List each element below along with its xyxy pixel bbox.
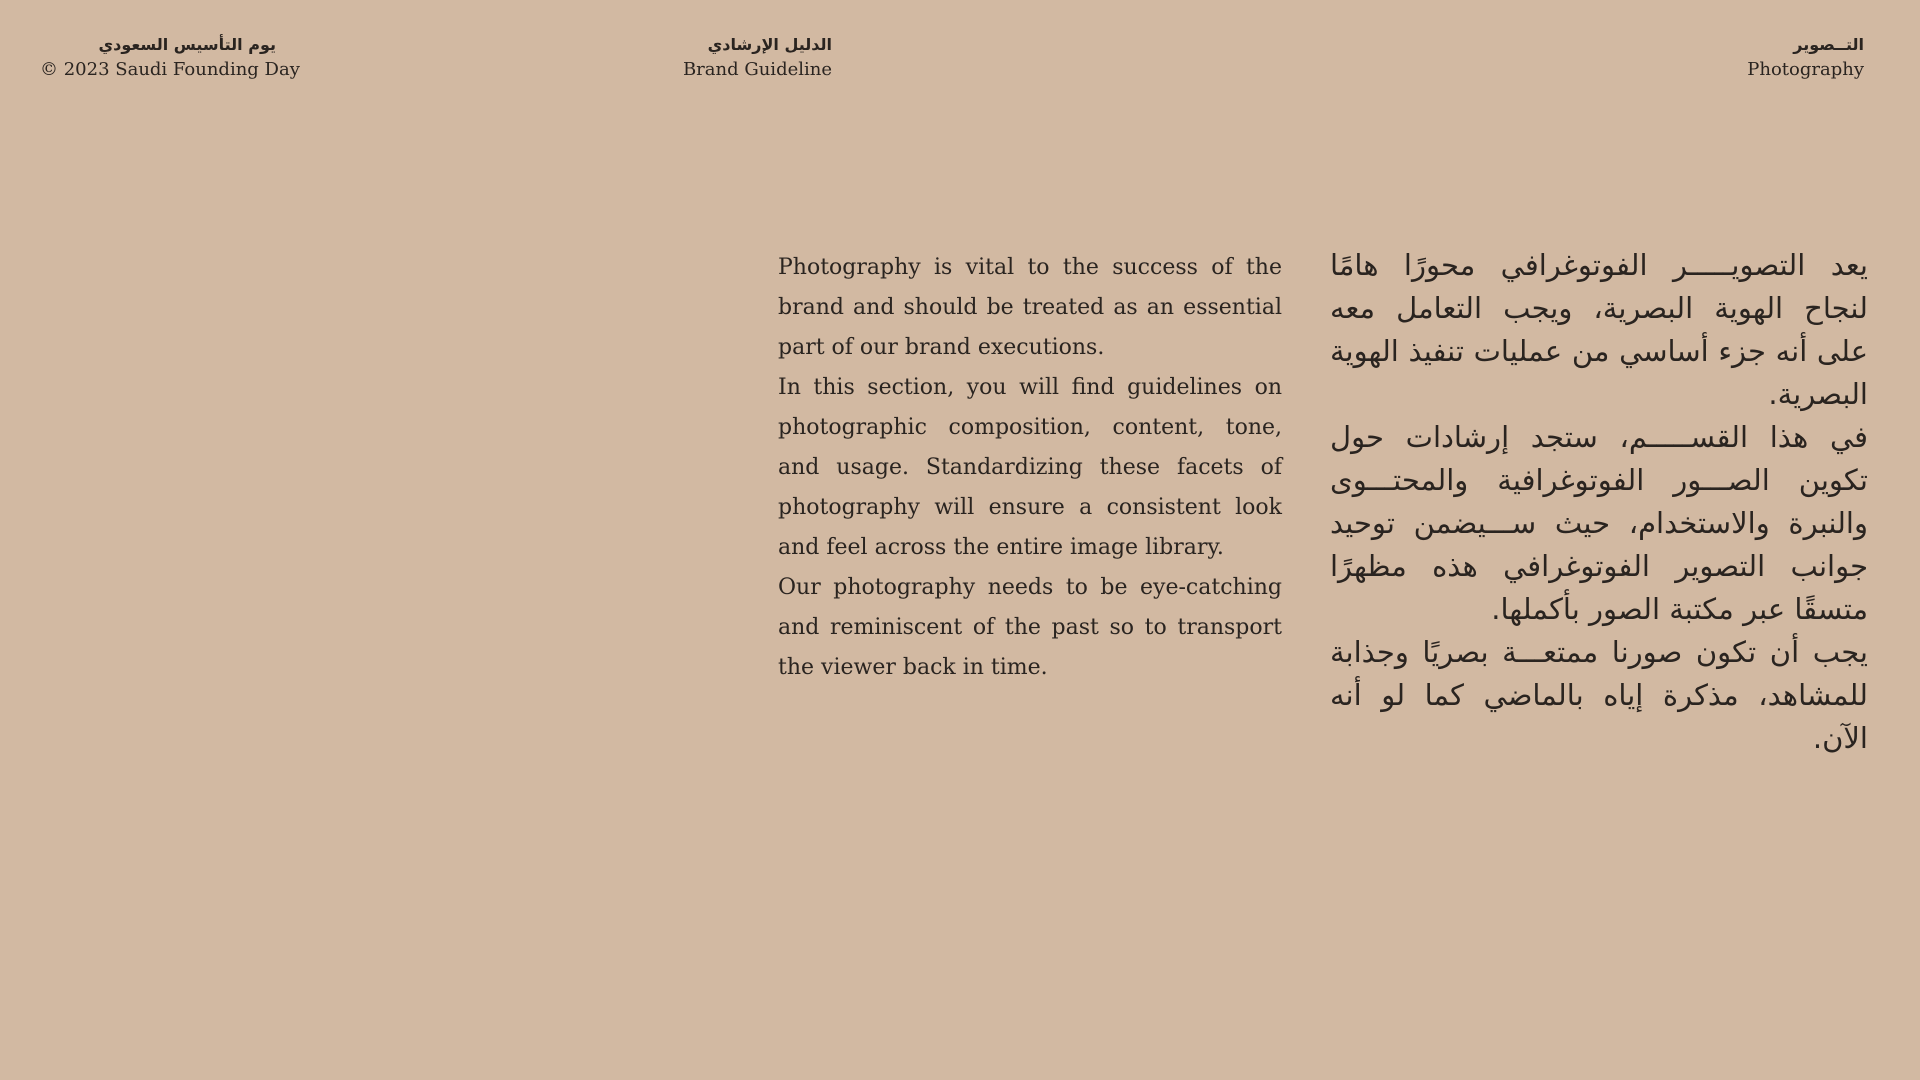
document-title: Brand Guideline xyxy=(682,58,832,80)
brand-name-arabic: يوم التأسيس السعودي xyxy=(98,35,276,54)
arabic-body-text xyxy=(1330,244,1868,760)
copyright-brand-name: © 2023 Saudi Founding Day xyxy=(40,58,300,80)
section-title: Photography xyxy=(1747,58,1864,80)
header-section-block xyxy=(1680,36,1864,79)
english-paragraph: In this section, you will find guidelines on photographic composition, content, tone, and usage. Standardizing these facets of photography will ensure a consistent look and feel across the entire image library. xyxy=(778,375,1282,560)
arabic-paragraph: يعد التصويـــــر الفوتوغرافي محورًا هامًا لنجاح الهوية البصرية، ويجب التعامل معه على أنه جزء أساسي من عمليات تنفيذ الهوية البصرية. xyxy=(1330,248,1868,411)
english-body-text xyxy=(778,248,1282,688)
section-title-arabic: التــصوير xyxy=(1793,35,1864,54)
english-paragraph: Photography is vital to the success of the brand and should be treated as an essential part of our brand executions. xyxy=(778,255,1282,360)
document-title-arabic: الدليل الإرشادي xyxy=(707,35,832,54)
arabic-paragraph: في هذا القســـــم، ستجد إرشادات حول تكوين الصـــور الفوتوغرافية والمحتـــوى والنبرة والاستخدام، حيث ســـيضمن توحيد جوانب التصوير الفوتوغرافي هذه مظهرًا متسقًا عبر مكتبة الصور بأكملها. xyxy=(1330,420,1868,626)
header-brand-block xyxy=(40,35,300,80)
english-paragraph: Our photography needs to be eye-catching and reminiscent of the past so to transport the viewer back in time. xyxy=(778,575,1282,680)
header-document-block xyxy=(660,36,832,79)
arabic-paragraph: يجب أن تكون صورنا ممتعـــة بصريًا وجذابة للمشاهد، مذكرة إياه بالماضي كما لو أنه الآن. xyxy=(1330,635,1868,755)
